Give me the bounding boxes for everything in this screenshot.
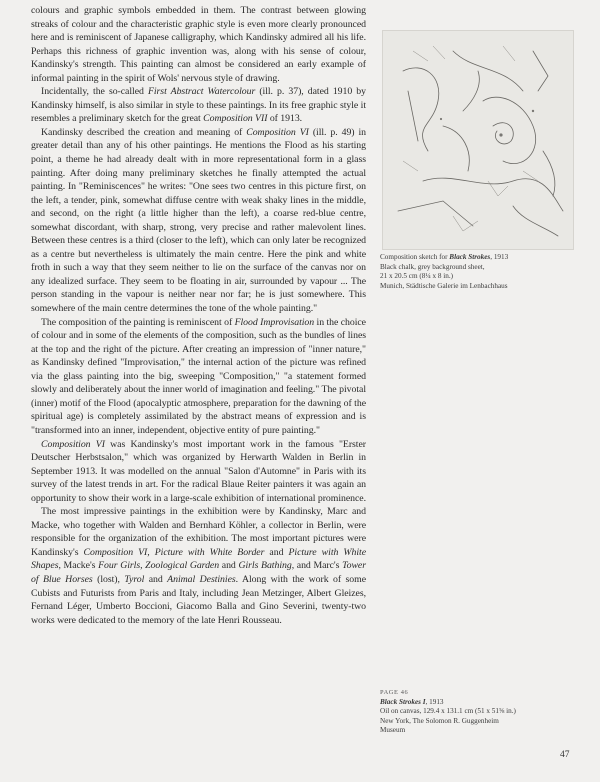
text-run: of 1913. [267, 113, 303, 125]
caption-location-cont: Museum [380, 726, 406, 735]
text-run: was Kandinsky's most important work in the famous "Erster Deutscher Herbstsalon," which was organized by Herwarth Walden in Berlin in September 1913. It was modelled on the annual "Salon d'Automne" in Paris with its survey of the latest trends in art. For the radical Blaue Reiter painters it was again an opportunity to show their work in a large-scale exhibition of international prominence. [31, 438, 367, 504]
paragraph-3 [31, 126, 366, 316]
paragraph-5 [31, 438, 366, 506]
caption-location: New York, The Solomon R. Guggenheim [380, 716, 499, 725]
text-run: Incidentally, the so-called [41, 86, 148, 98]
sketch-caption [380, 253, 580, 291]
sketch-illustration [382, 30, 574, 250]
artwork-title: Animal Destinies [167, 573, 236, 585]
artwork-title: First Abstract Watercolour [147, 86, 256, 98]
paragraph-4 [31, 316, 366, 438]
text-run: , and Marc's [291, 560, 343, 572]
text-run: (ill. p. 49) in greater detail than any of his other paintings. He mentions the Flood as his starting point, a theme he had already dealt with in more representational form in a glass painting. After doing many preliminary sketches he finally attempted the actual painting. In "Reminiscences" he writes: "One sees two centres in this picture first, on the left, a tender, pink, somewhat diffuse centre with weak shaky lines in the middle, and second, on the right (a little higher than the left), a coarse red-blue centre, somewhat discordant, with sharp, strong, very precise and rather malevolent lines. Between these centres is a third (closer to the left), which can only later be recognized as a centre but nevertheless is ultimately the main centre. Here the pink and white froth in such a way that they seem neither to lie on the surface of the canvas nor on any idealized surface. They seem to be floating in air, surrounded by vapour ... The person standing in the vapour is neither near nor far; he is just somewhere. This somewhere of the main centre determines the tone of the whole painting." [31, 126, 367, 315]
artwork-title: Tower of Blue Horses [31, 560, 366, 585]
artwork-title: Girls Bathing [238, 560, 292, 572]
paragraph-2 [31, 85, 366, 126]
text-run: Kandinsky described the creation and meaning of [41, 126, 247, 138]
paragraph-text: colours and graphic symbols embedded in them. The contrast between glowing streaks of colour and the characteristic graphic style is even more clearly pronounced here and is reminiscent of Japanese calligraphy, which Kandinsky admired all his life. Perhaps this richness of graphic invention was, along with his sense of colour, Kandinsky's strength. This painting can almost be considered an early example of informal painting in the spirit of Wols' nervous style of drawing. [31, 5, 366, 84]
text-run: and [264, 546, 289, 558]
caption-text: Composition sketch for [380, 253, 450, 261]
body-text-column [31, 4, 366, 627]
caption-medium: Black chalk, grey background sheet, [380, 262, 485, 271]
artwork-title: Flood Improvisation [234, 316, 315, 328]
caption-year: , 1913 [425, 697, 444, 706]
artwork-title: Composition VI [246, 126, 309, 138]
text-run: (lost), [92, 573, 125, 585]
plate-reference: PAGE 46 [380, 689, 409, 696]
artwork-title: Tyrol [124, 573, 145, 585]
artwork-title: Composition VI, Picture with White Border [83, 546, 265, 558]
caption-medium: Oil on canvas, 129.4 x 131.1 cm (51 x 51⅝ in.) [380, 707, 516, 716]
caption-line [380, 698, 580, 708]
text-run: . Along with the work of some Cubists and Futurists from Paris and Italy, including Jean Metzinger, Albert Gleizes, Fernand Léger, Umberto Boccioni, Giacomo Balla and Gino Severini, twenty-two works were dedicated to the memory of the late Henri Rousseau. [31, 573, 366, 626]
artwork-title: Picture with White Shapes [31, 546, 366, 572]
text-run: (ill. p. 37), dated 1910 by Kandinsky himself, is also similar in style to these paintings. In its free graphic style it resembles a preliminary sketch for the great [31, 86, 366, 125]
caption-location: Munich, Städtische Galerie im Lenbachhaus [380, 281, 508, 290]
text-run: and [144, 573, 168, 585]
artwork-title: Composition VII [203, 113, 268, 125]
plate-caption [380, 688, 580, 736]
text-run: in the choice of colour and in some of the elements of the composition, such as the bundles of lines at the top and the right of the picture. After creating an impression of "inner nature," as Kandinsky defined "Improvisation," the internal action of the picture was refined via the glass painting into the big, sweeping "Composition," "a statement formed slowly and deliberately about the inner world of imagination and feeling." The pivotal (inner) motif of the Flood (apocalyptic atmosphere, preparation for the dawning of the spiritual age) is completely assimilated by the abstract means of expression and is "transformed into an inner, independent, objective entity of pure painting." [31, 316, 366, 436]
sketch-drawing [383, 31, 573, 249]
artwork-title: Four Girls, Zoological Garden [98, 560, 220, 572]
caption-artwork-title: Black Strokes [449, 253, 491, 261]
caption-artwork-title: Black Strokes I [380, 697, 426, 706]
artwork-title: Composition VI [41, 438, 105, 450]
text-run: The composition of the painting is reminiscent of [41, 316, 235, 328]
paragraph-1 [31, 4, 366, 85]
caption-dimensions: 21 x 20.5 cm (8¼ x 8 in.) [380, 272, 454, 281]
text-run: and [219, 560, 239, 572]
caption-line [380, 253, 580, 263]
paragraph-6 [31, 505, 366, 627]
caption-year: , 1913 [490, 253, 509, 261]
page-number: 47 [560, 750, 570, 760]
text-run: The most impressive paintings in the exhibition were by Kandinsky, Marc and Macke, who together with Walden and Bernhard Köhler, a collector in Berlin, were responsible for the organization of the exhibition. The most important pictures were Kandinsky's [31, 506, 366, 558]
text-run: , Macke's [58, 560, 99, 572]
